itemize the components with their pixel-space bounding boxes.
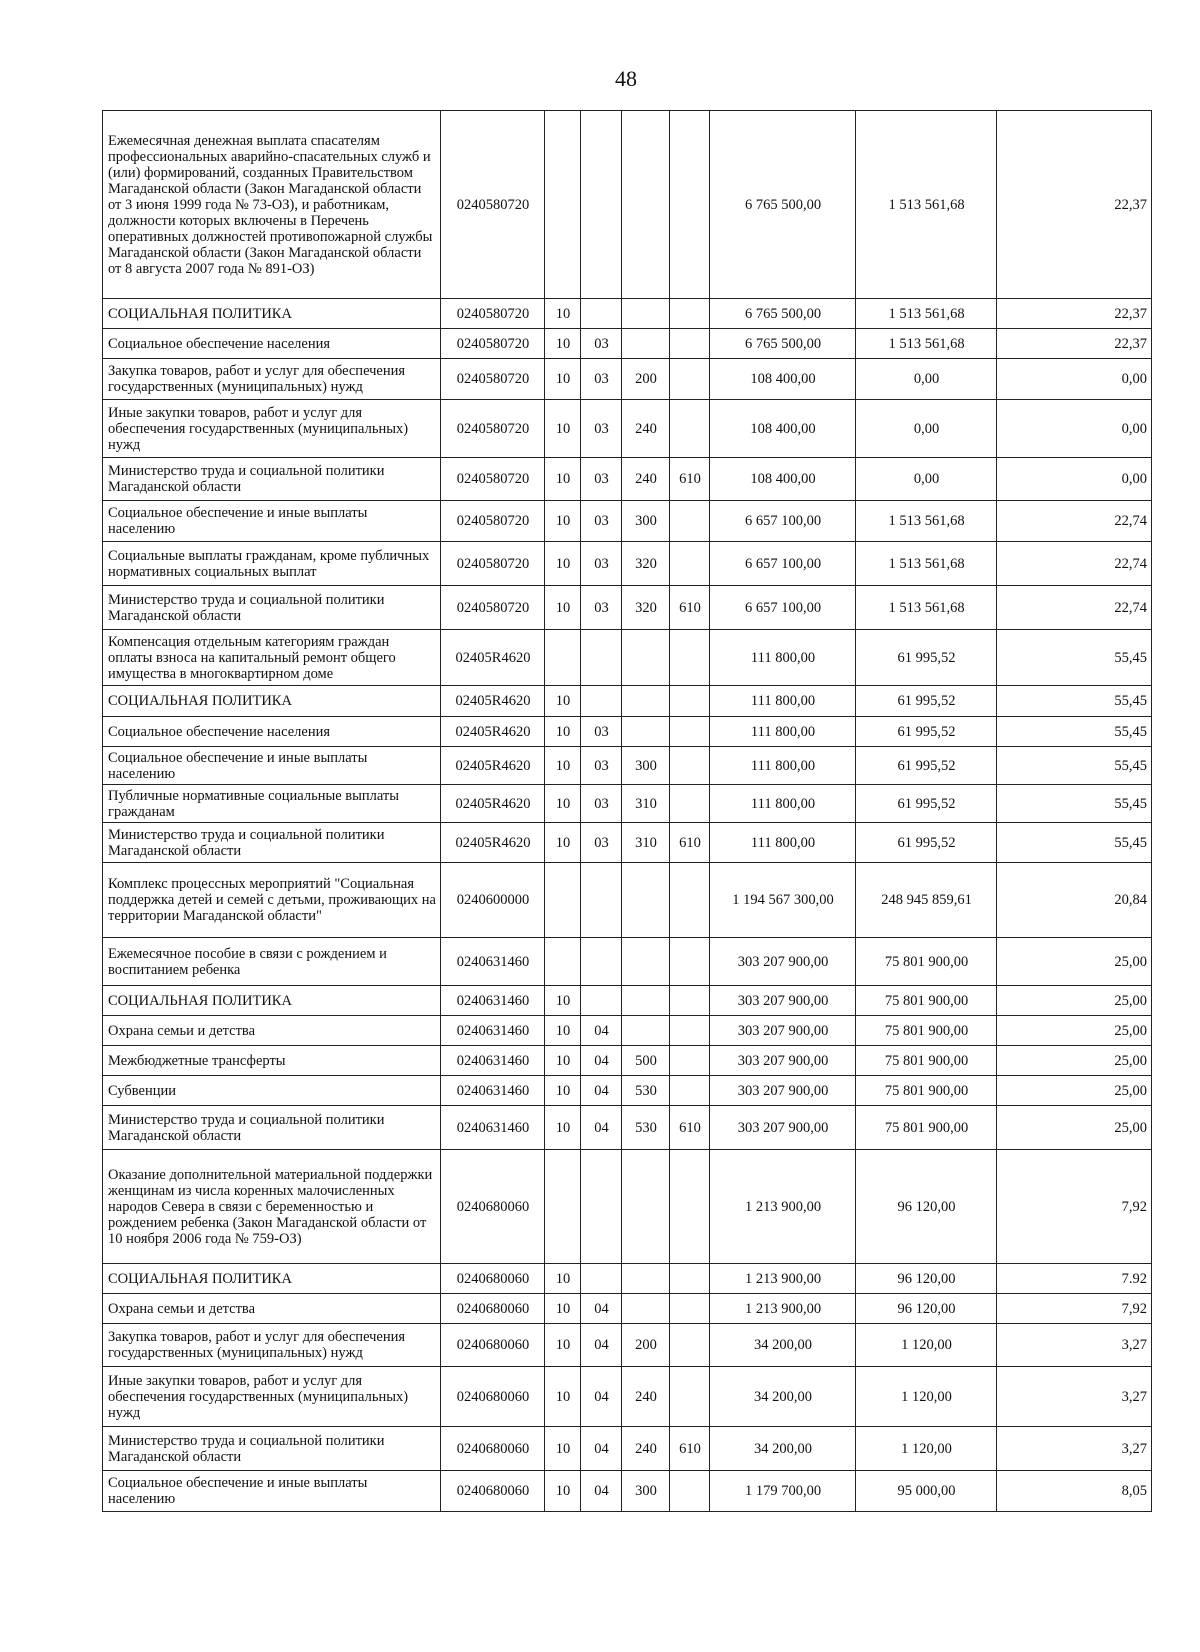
row-administrator [670, 1264, 710, 1294]
row-administrator [670, 299, 710, 329]
row-subsection: 04 [581, 1367, 622, 1427]
table-row [103, 111, 1152, 299]
row-actual-amount: 61 995,52 [856, 785, 997, 823]
row-percent: 25,00 [997, 1076, 1152, 1106]
row-subsection: 04 [581, 1471, 622, 1512]
row-planned-amount: 111 800,00 [710, 717, 856, 747]
row-name: Социальные выплаты гражданам, кроме публичных нормативных социальных выплат [103, 542, 441, 586]
row-section: 10 [545, 329, 581, 359]
row-name: Охрана семьи и детства [103, 1016, 441, 1046]
table-row [103, 458, 1152, 501]
row-actual-amount: 1 120,00 [856, 1324, 997, 1367]
row-expense-type [622, 938, 670, 986]
row-name: СОЦИАЛЬНАЯ ПОЛИТИКА [103, 986, 441, 1016]
row-section: 10 [545, 1427, 581, 1471]
row-section: 10 [545, 1471, 581, 1512]
table-row [103, 863, 1152, 938]
row-section: 10 [545, 299, 581, 329]
row-actual-amount: 1 513 561,68 [856, 329, 997, 359]
row-expense-type: 530 [622, 1076, 670, 1106]
row-name: Иные закупки товаров, работ и услуг для обеспечения государственных (муниципальных) нужд [103, 400, 441, 458]
row-target-code: 0240580720 [441, 359, 545, 400]
row-name: СОЦИАЛЬНАЯ ПОЛИТИКА [103, 1264, 441, 1294]
row-planned-amount: 303 207 900,00 [710, 1016, 856, 1046]
row-target-code: 0240631460 [441, 1046, 545, 1076]
row-actual-amount: 75 801 900,00 [856, 986, 997, 1016]
row-administrator [670, 986, 710, 1016]
row-percent: 25,00 [997, 938, 1152, 986]
row-percent: 55,45 [997, 717, 1152, 747]
row-target-code: 0240631460 [441, 986, 545, 1016]
row-subsection: 03 [581, 329, 622, 359]
row-target-code: 0240600000 [441, 863, 545, 938]
row-section: 10 [545, 747, 581, 785]
row-subsection [581, 1264, 622, 1294]
row-percent: 22,37 [997, 111, 1152, 299]
row-section: 10 [545, 1016, 581, 1046]
table-row [103, 785, 1152, 823]
row-name: СОЦИАЛЬНАЯ ПОЛИТИКА [103, 686, 441, 717]
row-name: Публичные нормативные социальные выплаты гражданам [103, 785, 441, 823]
row-administrator: 610 [670, 458, 710, 501]
row-subsection: 03 [581, 785, 622, 823]
row-name: СОЦИАЛЬНАЯ ПОЛИТИКА [103, 299, 441, 329]
row-planned-amount: 1 179 700,00 [710, 1471, 856, 1512]
page-number: 48 [615, 66, 637, 91]
row-name: Иные закупки товаров, работ и услуг для обеспечения государственных (муниципальных) нужд [103, 1367, 441, 1427]
row-expense-type: 530 [622, 1106, 670, 1150]
row-percent: 3,27 [997, 1367, 1152, 1427]
row-section: 10 [545, 1367, 581, 1427]
row-planned-amount: 111 800,00 [710, 686, 856, 717]
row-planned-amount: 111 800,00 [710, 823, 856, 863]
row-actual-amount: 1 120,00 [856, 1427, 997, 1471]
row-subsection: 04 [581, 1324, 622, 1367]
table-row [103, 501, 1152, 542]
row-subsection: 04 [581, 1294, 622, 1324]
table-row [103, 747, 1152, 785]
row-subsection: 03 [581, 823, 622, 863]
row-administrator [670, 542, 710, 586]
row-subsection [581, 986, 622, 1016]
row-actual-amount: 75 801 900,00 [856, 1016, 997, 1046]
row-actual-amount: 96 120,00 [856, 1150, 997, 1264]
row-target-code: 0240680060 [441, 1471, 545, 1512]
row-expense-type: 310 [622, 785, 670, 823]
row-target-code: 0240680060 [441, 1264, 545, 1294]
row-target-code: 0240580720 [441, 501, 545, 542]
table-row [103, 542, 1152, 586]
row-target-code: 0240580720 [441, 542, 545, 586]
row-actual-amount: 1 120,00 [856, 1367, 997, 1427]
row-planned-amount: 108 400,00 [710, 359, 856, 400]
row-planned-amount: 108 400,00 [710, 400, 856, 458]
row-percent: 55,45 [997, 823, 1152, 863]
row-expense-type: 240 [622, 1367, 670, 1427]
row-actual-amount: 75 801 900,00 [856, 938, 997, 986]
row-administrator [670, 785, 710, 823]
row-subsection [581, 686, 622, 717]
row-administrator [670, 1046, 710, 1076]
table-row [103, 986, 1152, 1016]
row-target-code: 0240580720 [441, 586, 545, 630]
row-administrator [670, 1471, 710, 1512]
row-section: 10 [545, 1076, 581, 1106]
row-target-code: 0240580720 [441, 400, 545, 458]
row-target-code: 02405R4620 [441, 630, 545, 686]
row-planned-amount: 303 207 900,00 [710, 938, 856, 986]
row-expense-type: 300 [622, 1471, 670, 1512]
row-administrator [670, 329, 710, 359]
row-actual-amount: 95 000,00 [856, 1471, 997, 1512]
row-subsection: 03 [581, 586, 622, 630]
row-administrator: 610 [670, 1106, 710, 1150]
row-planned-amount: 6 657 100,00 [710, 542, 856, 586]
row-name: Министерство труда и социальной политики Магаданской области [103, 1427, 441, 1471]
row-administrator [670, 1367, 710, 1427]
row-name: Социальное обеспечение и иные выплаты населению [103, 1471, 441, 1512]
row-planned-amount: 1 213 900,00 [710, 1264, 856, 1294]
row-percent: 0,00 [997, 458, 1152, 501]
row-percent: 0,00 [997, 359, 1152, 400]
row-name: Оказание дополнительной материальной поддержки женщинам из числа коренных малочисленных народов Севера в связи с беременностью и рождением ребенка (Закон Магаданской области от 10 ноября 2006 года № 759-ОЗ) [103, 1150, 441, 1264]
row-target-code: 0240680060 [441, 1150, 545, 1264]
row-section: 10 [545, 686, 581, 717]
row-section: 10 [545, 1264, 581, 1294]
budget-table [102, 110, 1152, 1512]
row-percent: 55,45 [997, 747, 1152, 785]
row-name: Компенсация отдельным категориям граждан оплаты взноса на капитальный ремонт общего имущества в многоквартирном доме [103, 630, 441, 686]
row-percent: 7.92 [997, 1264, 1152, 1294]
row-name: Министерство труда и социальной политики Магаданской области [103, 823, 441, 863]
row-percent: 55,45 [997, 686, 1152, 717]
row-expense-type [622, 863, 670, 938]
row-actual-amount: 61 995,52 [856, 717, 997, 747]
row-administrator [670, 400, 710, 458]
row-expense-type [622, 1294, 670, 1324]
row-section: 10 [545, 458, 581, 501]
row-name: Закупка товаров, работ и услуг для обеспечения государственных (муниципальных) нужд [103, 359, 441, 400]
row-target-code: 0240580720 [441, 111, 545, 299]
row-name: Министерство труда и социальной политики Магаданской области [103, 1106, 441, 1150]
row-actual-amount: 0,00 [856, 359, 997, 400]
row-administrator [670, 359, 710, 400]
row-administrator [670, 1150, 710, 1264]
row-target-code: 02405R4620 [441, 717, 545, 747]
row-actual-amount: 1 513 561,68 [856, 586, 997, 630]
row-administrator [670, 717, 710, 747]
row-expense-type: 240 [622, 458, 670, 501]
row-section: 10 [545, 359, 581, 400]
row-percent: 22,74 [997, 501, 1152, 542]
table-row [103, 1367, 1152, 1427]
row-actual-amount: 75 801 900,00 [856, 1076, 997, 1106]
row-subsection: 04 [581, 1076, 622, 1106]
row-expense-type [622, 329, 670, 359]
row-section [545, 630, 581, 686]
row-name: Ежемесячная денежная выплата спасателям профессиональных аварийно-спасательных служб и (или) формирований, созданных Правительством Магаданской области (Закон Магаданской области от 3 июня 1999 года № 73-ОЗ), и работникам, должности которых включены в Перечень оперативных должностей противопожарной службы Магаданской области (Закон Магаданской области от 8 августа 2007 года № 891-ОЗ) [103, 111, 441, 299]
row-percent: 22,74 [997, 586, 1152, 630]
row-administrator [670, 501, 710, 542]
row-section: 10 [545, 1294, 581, 1324]
table-row [103, 1016, 1152, 1046]
row-administrator [670, 630, 710, 686]
table-row [103, 1294, 1152, 1324]
row-target-code: 0240680060 [441, 1367, 545, 1427]
row-administrator [670, 1076, 710, 1106]
row-expense-type [622, 717, 670, 747]
row-planned-amount: 111 800,00 [710, 785, 856, 823]
row-planned-amount: 6 657 100,00 [710, 501, 856, 542]
row-target-code: 0240631460 [441, 1106, 545, 1150]
row-actual-amount: 75 801 900,00 [856, 1046, 997, 1076]
table-row [103, 400, 1152, 458]
row-expense-type: 240 [622, 400, 670, 458]
row-administrator [670, 111, 710, 299]
row-percent: 7,92 [997, 1294, 1152, 1324]
row-section: 10 [545, 986, 581, 1016]
row-name: Министерство труда и социальной политики Магаданской области [103, 458, 441, 501]
row-name: Комплекс процессных мероприятий "Социальная поддержка детей и семей с детьми, проживающих на территории Магаданской области" [103, 863, 441, 938]
row-target-code: 02405R4620 [441, 747, 545, 785]
row-administrator: 610 [670, 823, 710, 863]
row-planned-amount: 1 213 900,00 [710, 1294, 856, 1324]
table-row [103, 1324, 1152, 1367]
table-row [103, 1106, 1152, 1150]
row-planned-amount: 6 765 500,00 [710, 299, 856, 329]
row-planned-amount: 34 200,00 [710, 1367, 856, 1427]
row-administrator: 610 [670, 1427, 710, 1471]
row-actual-amount: 1 513 561,68 [856, 501, 997, 542]
row-subsection: 03 [581, 359, 622, 400]
row-planned-amount: 6 765 500,00 [710, 111, 856, 299]
row-target-code: 0240580720 [441, 329, 545, 359]
row-percent: 25,00 [997, 1106, 1152, 1150]
row-actual-amount: 1 513 561,68 [856, 111, 997, 299]
row-percent: 22,37 [997, 329, 1152, 359]
row-administrator [670, 1324, 710, 1367]
row-actual-amount: 96 120,00 [856, 1264, 997, 1294]
row-name: Министерство труда и социальной политики Магаданской области [103, 586, 441, 630]
row-target-code: 02405R4620 [441, 785, 545, 823]
row-expense-type [622, 630, 670, 686]
row-section: 10 [545, 785, 581, 823]
table-row [103, 1264, 1152, 1294]
table-row [103, 630, 1152, 686]
row-expense-type: 300 [622, 501, 670, 542]
row-subsection [581, 938, 622, 986]
table-row [103, 1150, 1152, 1264]
row-percent: 20,84 [997, 863, 1152, 938]
row-actual-amount: 61 995,52 [856, 747, 997, 785]
row-percent: 25,00 [997, 1016, 1152, 1046]
row-expense-type [622, 1150, 670, 1264]
row-target-code: 0240580720 [441, 299, 545, 329]
row-administrator: 610 [670, 586, 710, 630]
row-planned-amount: 1 213 900,00 [710, 1150, 856, 1264]
row-subsection: 04 [581, 1046, 622, 1076]
table-row [103, 717, 1152, 747]
row-percent: 22,37 [997, 299, 1152, 329]
row-planned-amount: 108 400,00 [710, 458, 856, 501]
row-section: 10 [545, 501, 581, 542]
row-section: 10 [545, 400, 581, 458]
row-expense-type: 200 [622, 1324, 670, 1367]
row-actual-amount: 0,00 [856, 400, 997, 458]
row-actual-amount: 96 120,00 [856, 1294, 997, 1324]
row-section [545, 863, 581, 938]
row-section [545, 1150, 581, 1264]
row-expense-type: 240 [622, 1427, 670, 1471]
row-section [545, 111, 581, 299]
row-section: 10 [545, 823, 581, 863]
row-expense-type [622, 299, 670, 329]
row-actual-amount: 61 995,52 [856, 630, 997, 686]
row-subsection [581, 1150, 622, 1264]
row-administrator [670, 1016, 710, 1046]
table-row [103, 299, 1152, 329]
row-actual-amount: 75 801 900,00 [856, 1106, 997, 1150]
row-expense-type [622, 686, 670, 717]
row-target-code: 0240680060 [441, 1324, 545, 1367]
row-planned-amount: 303 207 900,00 [710, 1106, 856, 1150]
row-target-code: 0240631460 [441, 938, 545, 986]
row-section: 10 [545, 542, 581, 586]
row-target-code: 02405R4620 [441, 823, 545, 863]
row-percent: 0,00 [997, 400, 1152, 458]
row-name: Социальное обеспечение и иные выплаты населению [103, 747, 441, 785]
row-expense-type [622, 1016, 670, 1046]
row-target-code: 0240631460 [441, 1016, 545, 1046]
row-expense-type: 320 [622, 586, 670, 630]
row-actual-amount: 1 513 561,68 [856, 299, 997, 329]
row-expense-type [622, 986, 670, 1016]
row-subsection: 03 [581, 458, 622, 501]
row-actual-amount: 0,00 [856, 458, 997, 501]
row-subsection: 04 [581, 1427, 622, 1471]
row-planned-amount: 111 800,00 [710, 630, 856, 686]
row-planned-amount: 303 207 900,00 [710, 1046, 856, 1076]
row-percent: 25,00 [997, 986, 1152, 1016]
row-percent: 7,92 [997, 1150, 1152, 1264]
row-planned-amount: 111 800,00 [710, 747, 856, 785]
row-subsection: 03 [581, 747, 622, 785]
table-row [103, 938, 1152, 986]
row-target-code: 02405R4620 [441, 686, 545, 717]
row-subsection: 03 [581, 717, 622, 747]
row-subsection [581, 111, 622, 299]
row-administrator [670, 747, 710, 785]
row-expense-type [622, 1264, 670, 1294]
row-expense-type: 200 [622, 359, 670, 400]
table-row [103, 1046, 1152, 1076]
row-subsection [581, 630, 622, 686]
row-percent: 25,00 [997, 1046, 1152, 1076]
table-row [103, 1471, 1152, 1512]
table-row [103, 1427, 1152, 1471]
row-target-code: 0240680060 [441, 1294, 545, 1324]
row-name: Социальное обеспечение и иные выплаты населению [103, 501, 441, 542]
row-planned-amount: 34 200,00 [710, 1324, 856, 1367]
row-expense-type: 320 [622, 542, 670, 586]
row-percent: 55,45 [997, 630, 1152, 686]
row-name: Закупка товаров, работ и услуг для обеспечения государственных (муниципальных) нужд [103, 1324, 441, 1367]
row-percent: 55,45 [997, 785, 1152, 823]
row-expense-type: 300 [622, 747, 670, 785]
row-section: 10 [545, 1046, 581, 1076]
row-section: 10 [545, 1324, 581, 1367]
row-planned-amount: 1 194 567 300,00 [710, 863, 856, 938]
row-subsection: 03 [581, 542, 622, 586]
table-row [103, 686, 1152, 717]
row-planned-amount: 303 207 900,00 [710, 1076, 856, 1106]
row-section: 10 [545, 1106, 581, 1150]
row-section [545, 938, 581, 986]
row-expense-type [622, 111, 670, 299]
row-administrator [670, 1294, 710, 1324]
row-percent: 3,27 [997, 1324, 1152, 1367]
row-planned-amount: 6 657 100,00 [710, 586, 856, 630]
row-target-code: 0240631460 [441, 1076, 545, 1106]
row-name: Межбюджетные трансферты [103, 1046, 441, 1076]
table-body [103, 111, 1152, 1512]
row-administrator [670, 863, 710, 938]
row-percent: 22,74 [997, 542, 1152, 586]
row-planned-amount: 303 207 900,00 [710, 986, 856, 1016]
row-actual-amount: 61 995,52 [856, 686, 997, 717]
row-name: Субвенции [103, 1076, 441, 1106]
row-planned-amount: 34 200,00 [710, 1427, 856, 1471]
row-percent: 8,05 [997, 1471, 1152, 1512]
row-administrator [670, 938, 710, 986]
row-planned-amount: 6 765 500,00 [710, 329, 856, 359]
row-subsection: 03 [581, 400, 622, 458]
table-row [103, 823, 1152, 863]
row-actual-amount: 248 945 859,61 [856, 863, 997, 938]
row-administrator [670, 686, 710, 717]
row-section: 10 [545, 717, 581, 747]
row-name: Ежемесячное пособие в связи с рождением и воспитанием ребенка [103, 938, 441, 986]
row-percent: 3,27 [997, 1427, 1152, 1471]
row-subsection: 04 [581, 1016, 622, 1046]
row-subsection: 04 [581, 1106, 622, 1150]
row-target-code: 0240580720 [441, 458, 545, 501]
row-section: 10 [545, 586, 581, 630]
row-name: Социальное обеспечение населения [103, 717, 441, 747]
row-subsection: 03 [581, 501, 622, 542]
row-target-code: 0240680060 [441, 1427, 545, 1471]
table-row [103, 359, 1152, 400]
row-subsection [581, 863, 622, 938]
row-actual-amount: 61 995,52 [856, 823, 997, 863]
row-name: Социальное обеспечение населения [103, 329, 441, 359]
table-row [103, 586, 1152, 630]
table-row [103, 329, 1152, 359]
row-expense-type: 500 [622, 1046, 670, 1076]
row-actual-amount: 1 513 561,68 [856, 542, 997, 586]
row-expense-type: 310 [622, 823, 670, 863]
table-row [103, 1076, 1152, 1106]
row-subsection [581, 299, 622, 329]
row-name: Охрана семьи и детства [103, 1294, 441, 1324]
